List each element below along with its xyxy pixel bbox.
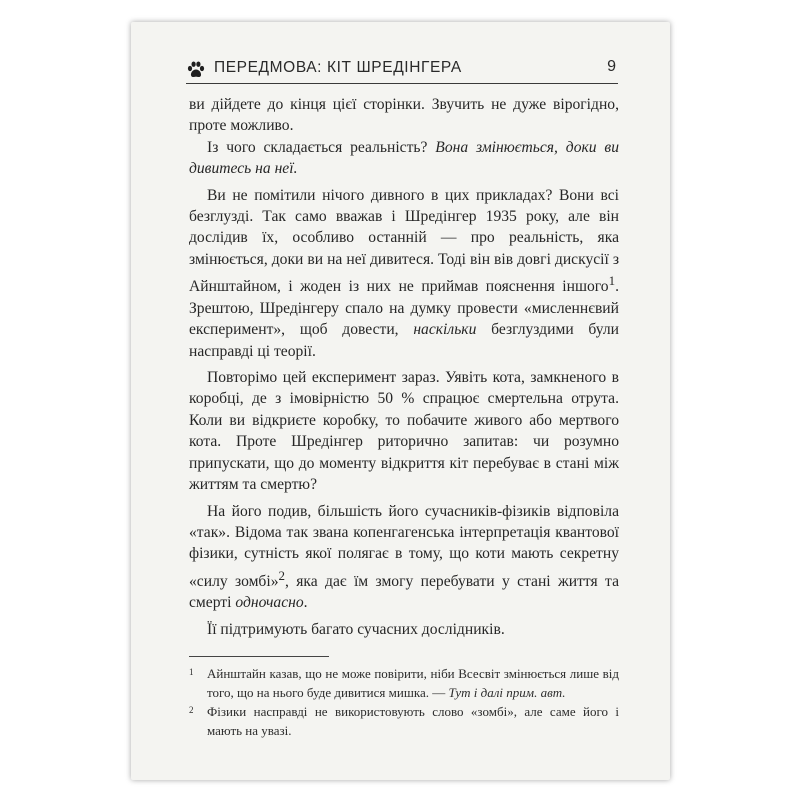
running-header	[186, 57, 618, 84]
page-number: 9	[607, 58, 616, 75]
paragraph	[189, 185, 619, 362]
footnote-number: 1	[189, 667, 194, 677]
text-run: . Зрештою, Шредінгеру спало на думку провести «мисленнєвий експеримент», щоб довести,	[189, 278, 619, 339]
footnote	[189, 665, 619, 702]
footnote	[189, 703, 619, 740]
italic-text: Вона змінюється, доки ви дивитесь на неї.	[189, 138, 619, 178]
italic-text: Тут і далі прим. авт.	[448, 684, 566, 700]
chapter-title: ПЕРЕДМОВА: КІТ ШРЕДІНГЕРА	[214, 59, 462, 76]
text-run: На його подив, більшість його сучасників-фізиків відповіла «так». Відома так звана копенгагенська інтерпретація квантової фізики, сутність якої полягає в тому, що коти мають секретну «силу зомбі»	[189, 502, 619, 590]
text-run: Із чого складається реальність?	[207, 138, 436, 156]
text-run: ви дійдете до кінця цієї сторінки. Звучить не дуже вірогідно, проте можливо.	[189, 96, 619, 135]
text-run: безглуздими були насправді ці теорії.	[189, 321, 619, 360]
paragraph	[189, 367, 619, 495]
paw-print-icon	[186, 60, 206, 80]
text-run: Ви не помітили нічого дивного в цих прикладах? Вони всі безглузді. Так само вважав і Шредінгер 1935 року, але він дослідив їх, особливо останній — про реальність, яка змінюється, доки ви на неї дивитеся. Тоді він вів довгі дискусії з Айнштайном, і жоден із них не приймав пояснення іншого	[189, 186, 619, 296]
footnotes	[189, 665, 619, 741]
text-run: Повторімо цей експеримент зараз. Уявіть кота, замкненого в коробці, де з імовірністю 50 % спрацює смертельна отрута. Коли ви відкриєте коробку, то побачите живого або мертвого кота. Проте Шредінгер риторично запитав: чи розумно припускати, що до моменту відкриття кіт перебуває в стані між життям та смертю?	[189, 369, 619, 494]
paragraph	[189, 619, 619, 640]
text-run: Фізики насправді не використовують слово «зомбі», але саме його і мають на увазі.	[207, 704, 619, 738]
footnote-divider	[189, 656, 329, 657]
text-run: .	[303, 594, 308, 612]
italic-text: одночасно	[235, 594, 304, 612]
text-run: , яка дає їм змогу перебувати у стані життя та смерті	[189, 572, 619, 612]
body-text	[189, 94, 619, 640]
paragraph	[189, 501, 619, 614]
text-run: Айнштайн казав, що не може повірити, ніби Всесвіт змінюється лише від того, що на нього буде дивитися мишка. —	[207, 666, 619, 700]
text-run: Її підтримують багато сучасних дослідників.	[207, 620, 505, 638]
book-page	[131, 22, 670, 780]
paragraph	[189, 94, 619, 137]
paragraph	[189, 137, 619, 180]
footnote-marker: 2	[278, 567, 285, 583]
footnote-marker: 1	[608, 273, 616, 289]
footnote-number: 2	[189, 705, 194, 716]
italic-text: наскільки	[413, 321, 477, 339]
